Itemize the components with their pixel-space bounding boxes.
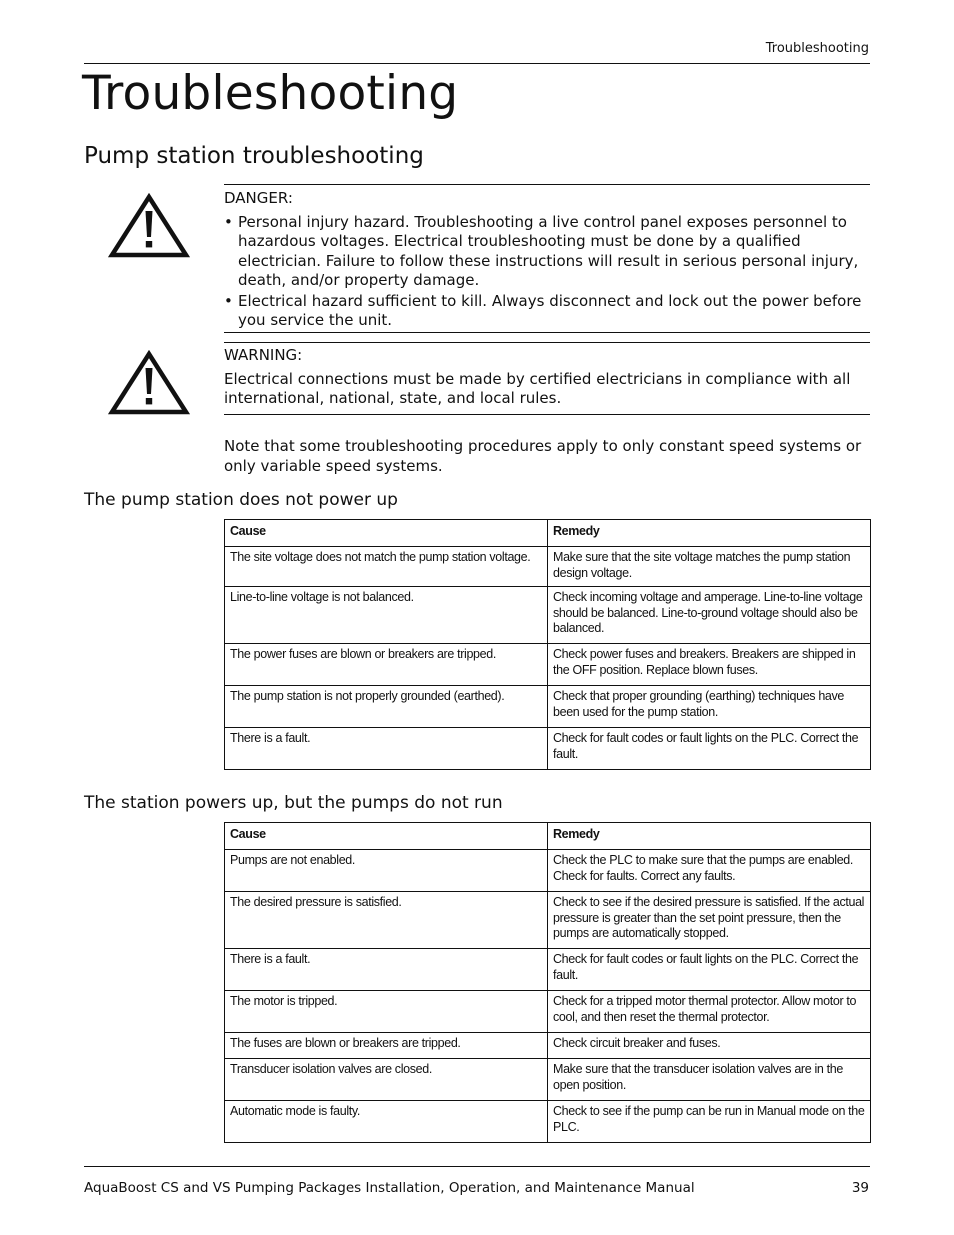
cause-cell: The fuses are blown or breakers are tripped. bbox=[225, 1033, 548, 1059]
table-row bbox=[225, 991, 871, 1033]
cause-cell: There is a fault. bbox=[225, 728, 548, 770]
note-text: Note that some troubleshooting procedures apply to only constant speed systems or only variable speed systems. bbox=[224, 437, 862, 475]
footer-document-title: AquaBoost CS and VS Pumping Packages Installation, Operation, and Maintenance Manual bbox=[84, 1180, 695, 1196]
remedy-cell: Check the PLC to make sure that the pumps are enabled. Check for faults. Correct any faults. bbox=[548, 850, 871, 892]
remedy-cell: Check to see if the desired pressure is satisfied. If the actual pressure is greater than the set point pressure, then the pumps are automatically stopped. bbox=[548, 892, 871, 949]
cause-cell: The power fuses are blown or breakers are tripped. bbox=[225, 644, 548, 686]
table-row bbox=[225, 644, 871, 686]
table-row bbox=[225, 686, 871, 728]
subsection-title-power: The pump station does not power up bbox=[84, 490, 398, 510]
section-title: Pump station troubleshooting bbox=[84, 143, 424, 169]
table-row bbox=[225, 1101, 871, 1143]
table-row bbox=[225, 892, 871, 949]
running-head: Troubleshooting bbox=[765, 41, 869, 56]
cause-cell: Automatic mode is faulty. bbox=[225, 1101, 548, 1143]
header-rule bbox=[84, 63, 870, 64]
cause-cell: Pumps are not enabled. bbox=[225, 850, 548, 892]
page-number: 39 bbox=[851, 1180, 869, 1196]
table-header-row bbox=[225, 823, 871, 850]
power-troubleshooting-table bbox=[224, 519, 871, 770]
warning-triangle-icon bbox=[108, 193, 190, 259]
danger-notice bbox=[224, 189, 870, 332]
remedy-cell: Check for fault codes or fault lights on the PLC. Correct the fault. bbox=[548, 949, 871, 991]
cause-cell: The pump station is not properly grounded (earthed). bbox=[225, 686, 548, 728]
cause-cell: The motor is tripped. bbox=[225, 991, 548, 1033]
pumps-troubleshooting-table bbox=[224, 822, 871, 1143]
cause-cell: There is a fault. bbox=[225, 949, 548, 991]
danger-list bbox=[224, 213, 870, 331]
warning-end-rule bbox=[224, 414, 870, 415]
remedy-cell: Check that proper grounding (earthing) techniques have been used for the pump station. bbox=[548, 686, 871, 728]
danger-item: • Personal injury hazard. Troubleshooting a live control panel exposes personnel to hazardous voltages. Electrical troubleshooting must be done by a qualified electrician. Failure to follow these instructions will result in serious personal injury, death, and/or property damage. bbox=[224, 213, 870, 291]
table-row bbox=[225, 587, 871, 644]
warning-text: Electrical connections must be made by certified electricians in compliance with all international, national, state, and local rules. bbox=[224, 369, 851, 407]
warning-triangle-icon bbox=[108, 350, 190, 416]
table-row bbox=[225, 1033, 871, 1059]
remedy-cell: Make sure that the site voltage matches the pump station design voltage. bbox=[548, 547, 871, 587]
page-title: Troubleshooting bbox=[82, 66, 459, 121]
header-cause: Cause bbox=[225, 520, 548, 547]
remedy-cell: Check power fuses and breakers. Breakers are shipped in the OFF position. Replace blown fuses. bbox=[548, 644, 871, 686]
cause-cell: The desired pressure is satisfied. bbox=[225, 892, 548, 949]
header-remedy: Remedy bbox=[548, 823, 871, 850]
table-row bbox=[225, 949, 871, 991]
cause-cell: Transducer isolation valves are closed. bbox=[225, 1059, 548, 1101]
warning-notice bbox=[224, 346, 870, 409]
remedy-cell: Check circuit breaker and fuses. bbox=[548, 1033, 871, 1059]
table-row bbox=[225, 1059, 871, 1101]
remedy-cell: Check incoming voltage and amperage. Line-to-line voltage should be balanced. Line-to-ground voltage should also be balanced. bbox=[548, 587, 871, 644]
header-cause: Cause bbox=[225, 823, 548, 850]
subsection-title-pumps: The station powers up, but the pumps do not run bbox=[84, 793, 503, 813]
danger-end-rule bbox=[224, 332, 870, 333]
header-remedy: Remedy bbox=[548, 520, 871, 547]
section-rule bbox=[224, 184, 870, 185]
warning-label: WARNING: bbox=[224, 346, 303, 364]
remedy-cell: Check for fault codes or fault lights on the PLC. Correct the fault. bbox=[548, 728, 871, 770]
table-row bbox=[225, 547, 871, 587]
table-row bbox=[225, 728, 871, 770]
danger-label: DANGER: bbox=[224, 189, 293, 207]
footer-rule bbox=[84, 1166, 870, 1167]
remedy-cell: Make sure that the transducer isolation valves are in the open position. bbox=[548, 1059, 871, 1101]
cause-cell: Line-to-line voltage is not balanced. bbox=[225, 587, 548, 644]
remedy-cell: Check for a tripped motor thermal protector. Allow motor to cool, and then reset the thermal protector. bbox=[548, 991, 871, 1033]
table-header-row bbox=[225, 520, 871, 547]
cause-cell: The site voltage does not match the pump station voltage. bbox=[225, 547, 548, 587]
warning-start-rule bbox=[224, 342, 870, 343]
remedy-cell: Check to see if the pump can be run in Manual mode on the PLC. bbox=[548, 1101, 871, 1143]
danger-item: • Electrical hazard sufficient to kill. Always disconnect and lock out the power before you service the unit. bbox=[224, 292, 870, 331]
table-row bbox=[225, 850, 871, 892]
